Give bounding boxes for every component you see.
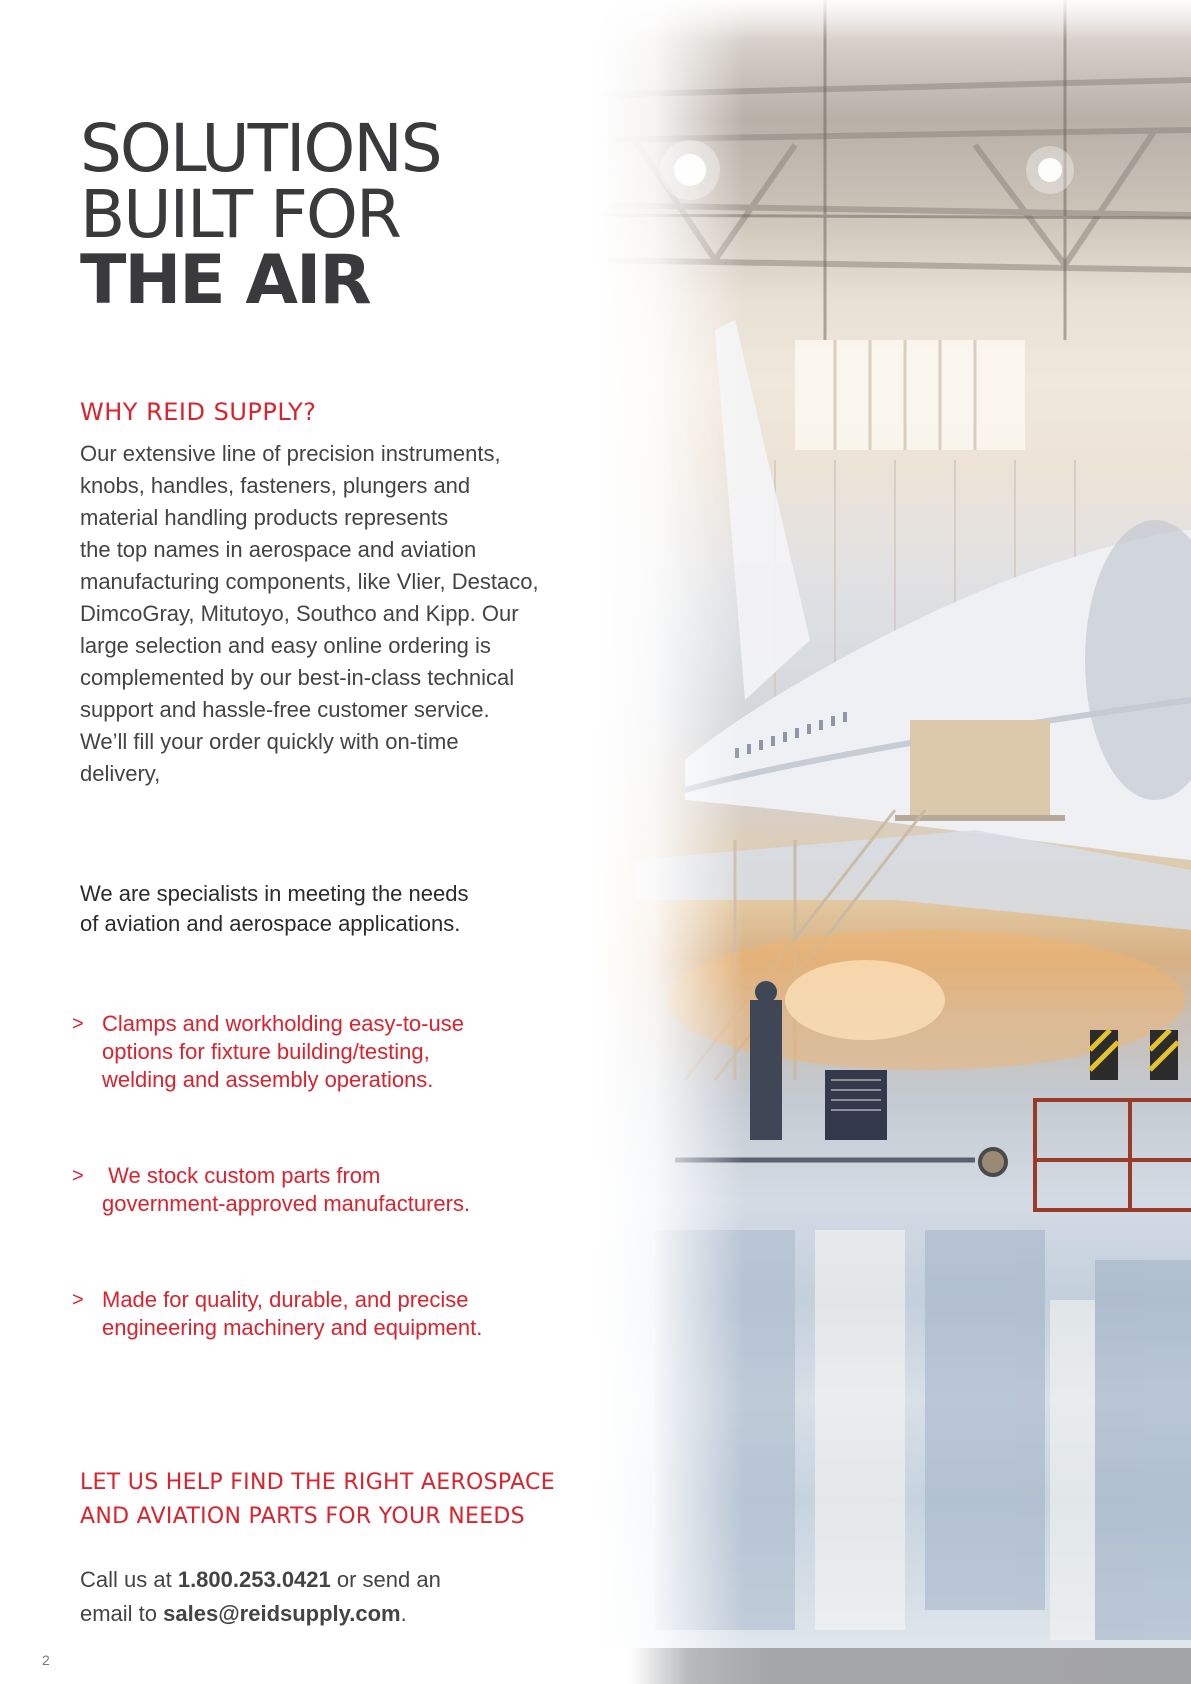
email-suffix: .: [400, 1601, 407, 1626]
body-line: We’ll fill your order quickly with on-time: [80, 729, 459, 754]
email-prefix: email to: [80, 1601, 164, 1626]
photo-left-fade: [595, 0, 745, 1648]
page-headline: [80, 110, 441, 320]
cta-heading: [80, 1466, 555, 1534]
body-line: knobs, handles, fasteners, plungers and: [80, 473, 471, 498]
call-suffix: or send an: [330, 1567, 441, 1592]
cta-heading-line: AND AVIATION PARTS FOR YOUR NEEDS: [80, 1504, 525, 1529]
specialists-statement: [80, 879, 560, 939]
why-body-paragraph: [80, 438, 590, 790]
body-line: the top names in aerospace and aviation: [80, 537, 477, 562]
body-line: complemented by our best-in-class technical: [80, 665, 515, 690]
body-line: DimcoGray, Mitutoyo, Southco and Kipp. Our: [80, 601, 519, 626]
bullet-line: government-approved manufacturers.: [102, 1191, 471, 1216]
email-link[interactable]: sales@reidsupply.com: [163, 1601, 401, 1626]
phone-number-link[interactable]: 1.800.253.0421: [177, 1567, 331, 1592]
call-prefix: Call us at: [80, 1567, 178, 1592]
chevron-right-icon: >: [72, 1165, 84, 1187]
bullet-line: options for fixture building/testing,: [102, 1039, 430, 1064]
why-reid-supply-heading: WHY REID SUPPLY?: [80, 398, 317, 426]
page-number: 2: [42, 1652, 50, 1668]
bullet-line: engineering machinery and equipment.: [102, 1315, 483, 1340]
footer-gray-bar: [630, 1648, 1191, 1684]
hangar-aircraft-photo: [595, 0, 1191, 1648]
body-line: delivery,: [80, 761, 161, 786]
headline-line-2: BUILT FOR: [80, 176, 400, 253]
headline-line-1: SOLUTIONS: [80, 110, 441, 187]
body-line: Our extensive line of precision instruments,: [80, 441, 501, 466]
specialists-line: of aviation and aerospace applications.: [80, 911, 461, 936]
bullet-line: welding and assembly operations.: [102, 1067, 434, 1092]
chevron-right-icon: >: [72, 1289, 84, 1311]
body-line: support and hassle-free customer service.: [80, 697, 490, 722]
contact-info: [80, 1563, 441, 1631]
bullet-line: Clamps and workholding easy-to-use: [102, 1011, 464, 1036]
body-line: material handling products represents: [80, 505, 449, 530]
cta-heading-line: LET US HELP FIND THE RIGHT AEROSPACE: [80, 1470, 555, 1495]
specialists-line: We are specialists in meeting the needs: [80, 881, 469, 906]
headline-line-3: THE AIR: [80, 241, 370, 320]
contact-phone-line: [80, 1563, 441, 1597]
contact-email-line: [80, 1597, 441, 1631]
bullet-line: We stock custom parts from: [102, 1163, 381, 1188]
body-line: manufacturing components, like Vlier, Destaco,: [80, 569, 539, 594]
bullet-line: Made for quality, durable, and precise: [102, 1287, 469, 1312]
body-line: large selection and easy online ordering is: [80, 633, 491, 658]
chevron-right-icon: >: [72, 1013, 84, 1035]
